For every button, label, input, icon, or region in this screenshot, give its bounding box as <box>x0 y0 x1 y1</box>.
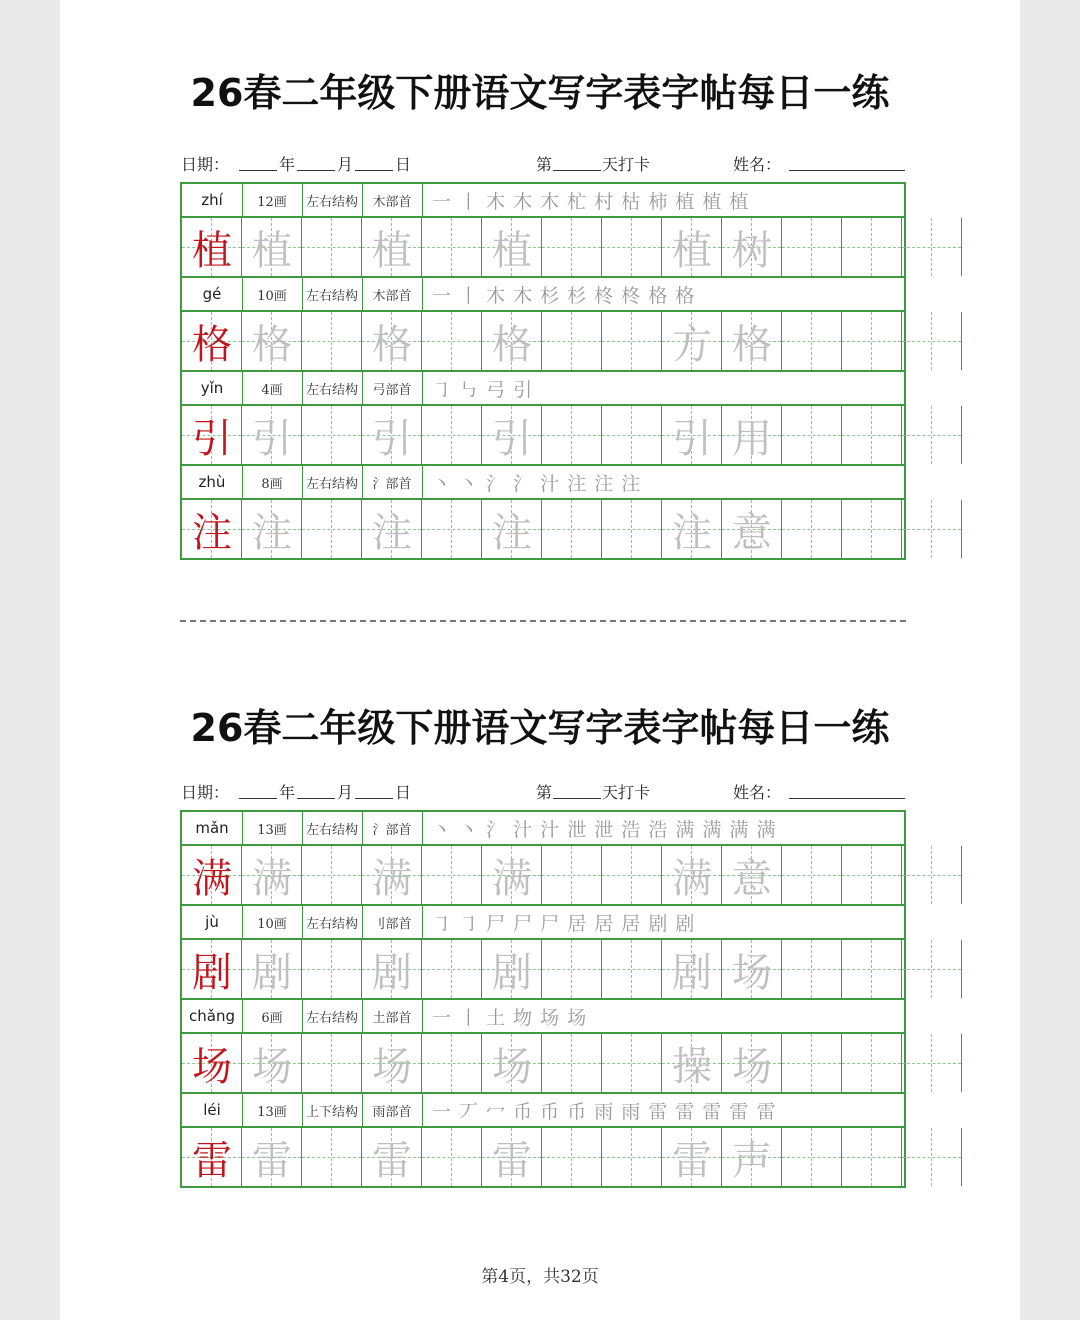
grid-bottom-border <box>180 558 906 560</box>
practice-cell[interactable] <box>782 1128 842 1186</box>
name-label: 姓名： <box>733 155 782 174</box>
practice-cell[interactable] <box>662 1034 722 1092</box>
day-label: 日 <box>395 155 412 174</box>
trace-character: 满 <box>672 855 712 902</box>
trace-character <box>422 940 482 998</box>
character-practice-row <box>180 498 906 558</box>
fill-in-blank[interactable] <box>297 170 335 171</box>
practice-cell[interactable] <box>362 406 422 464</box>
trace-character: 格 <box>372 321 412 368</box>
practice-cell[interactable] <box>842 940 902 998</box>
model-character-cell <box>182 940 242 998</box>
practice-cell[interactable] <box>542 1034 602 1092</box>
practice-cell[interactable] <box>482 846 542 904</box>
trace-character: 雷 <box>372 1137 412 1184</box>
trace-character: 满 <box>252 855 292 902</box>
trace-character <box>782 1034 842 1092</box>
stroke-order: 一 丆 冖 币 币 币 雨 雨 雷 雷 雷 雷 雷 <box>432 1100 777 1123</box>
trace-character <box>602 500 662 558</box>
radical-label: 土部首 <box>362 1000 423 1032</box>
trace-character: 引 <box>672 415 712 462</box>
trace-character <box>302 940 362 998</box>
practice-cell[interactable] <box>362 1128 422 1186</box>
stroke-count: 8画 <box>242 466 303 498</box>
model-character-cell <box>182 312 242 370</box>
day-label: 日 <box>395 783 412 802</box>
date-label: 日期： <box>181 155 230 174</box>
worksheet-title: 26春二年级下册语文写字表字帖每日一练 <box>190 71 890 115</box>
trace-character <box>302 218 362 276</box>
practice-cell[interactable] <box>902 218 962 276</box>
trace-character: 雷 <box>492 1137 532 1184</box>
trace-character <box>542 500 602 558</box>
practice-cell[interactable] <box>242 218 302 276</box>
trace-character: 剧 <box>252 949 292 996</box>
structure-label: 左右结构 <box>302 278 363 310</box>
practice-cell[interactable] <box>602 312 662 370</box>
trace-character <box>542 1128 602 1186</box>
trace-character <box>902 846 962 904</box>
practice-cell[interactable] <box>662 406 722 464</box>
trace-character: 意 <box>732 509 772 556</box>
model-character-cell <box>182 1034 242 1092</box>
practice-cell[interactable] <box>542 406 602 464</box>
trace-character <box>842 1034 902 1092</box>
practice-cell[interactable] <box>302 1034 362 1092</box>
trace-character: 格 <box>252 321 292 368</box>
trace-character <box>782 846 842 904</box>
stroke-count: 6画 <box>242 1000 303 1032</box>
month-label: 月 <box>337 155 354 174</box>
practice-cell[interactable] <box>422 218 482 276</box>
trace-character: 格 <box>732 321 772 368</box>
fill-in-blank[interactable] <box>553 170 601 171</box>
fill-in-blank[interactable] <box>789 170 905 171</box>
practice-cell[interactable] <box>902 846 962 904</box>
stroke-count: 10画 <box>242 906 303 938</box>
character-info-row <box>180 998 906 1032</box>
practice-cell[interactable] <box>422 1034 482 1092</box>
practice-cell[interactable] <box>602 1034 662 1092</box>
model-character-cell <box>182 406 242 464</box>
stroke-order: ㇆ ㇉ 弓 引 <box>432 378 534 401</box>
practice-cell[interactable] <box>362 218 422 276</box>
practice-cell[interactable] <box>902 312 962 370</box>
trace-character: 用 <box>732 415 772 462</box>
practice-cell[interactable] <box>602 406 662 464</box>
structure-label: 左右结构 <box>302 812 363 844</box>
trace-character: 引 <box>252 415 292 462</box>
worksheet-title: 26春二年级下册语文写字表字帖每日一练 <box>190 706 890 750</box>
practice-cell[interactable] <box>482 1034 542 1092</box>
practice-cell[interactable] <box>242 1034 302 1092</box>
trace-character <box>422 846 482 904</box>
character-practice-row <box>180 310 906 370</box>
radical-label: 木部首 <box>362 184 423 216</box>
checkin-suffix: 天打卡 <box>602 155 651 174</box>
practice-cell[interactable] <box>722 1128 782 1186</box>
practice-cell[interactable] <box>662 846 722 904</box>
practice-cell[interactable] <box>782 1034 842 1092</box>
stroke-count: 4画 <box>242 372 303 404</box>
trace-character: 树 <box>732 227 772 274</box>
practice-cell[interactable] <box>842 1128 902 1186</box>
character-info-row <box>180 370 906 404</box>
stroke-order: 丶 丶 氵 汁 汁 泄 泄 浩 浩 满 满 满 满 <box>432 818 777 841</box>
trace-character <box>422 1128 482 1186</box>
practice-cell[interactable] <box>842 312 902 370</box>
trace-character <box>902 500 962 558</box>
practice-cell[interactable] <box>902 940 962 998</box>
practice-cell[interactable] <box>302 312 362 370</box>
practice-cell[interactable] <box>722 218 782 276</box>
practice-cell[interactable] <box>782 500 842 558</box>
practice-cell[interactable] <box>902 500 962 558</box>
character-practice-row <box>180 1032 906 1092</box>
pinyin: léi <box>182 1094 243 1126</box>
practice-cell[interactable] <box>242 846 302 904</box>
character-practice-row <box>180 216 906 276</box>
practice-cell[interactable] <box>662 1128 722 1186</box>
trace-character: 雷 <box>672 1137 712 1184</box>
year-label: 年 <box>279 155 296 174</box>
trace-character: 场 <box>732 949 772 996</box>
trace-character: 剧 <box>372 949 412 996</box>
trace-character <box>782 406 842 464</box>
practice-cell[interactable] <box>242 406 302 464</box>
trace-character <box>302 500 362 558</box>
stroke-order: 一 丨 木 木 杉 杉 柊 柊 格 格 <box>432 284 696 307</box>
checkin-suffix: 天打卡 <box>602 783 651 802</box>
trace-character <box>542 846 602 904</box>
trace-character <box>842 500 902 558</box>
practice-cell[interactable] <box>362 846 422 904</box>
info-line <box>181 780 906 802</box>
trace-character <box>902 1128 962 1186</box>
stroke-order: 一 丨 木 木 木 杧 村 枯 柿 植 植 植 <box>432 190 750 213</box>
trace-character: 格 <box>492 321 532 368</box>
trace-character <box>902 940 962 998</box>
practice-cell[interactable] <box>842 1034 902 1092</box>
trace-character: 注 <box>492 509 532 556</box>
practice-cell[interactable] <box>542 940 602 998</box>
trace-character: 场 <box>372 1043 412 1090</box>
checkin-prefix: 第 <box>536 783 553 802</box>
practice-cell[interactable] <box>722 1034 782 1092</box>
month-label: 月 <box>337 783 354 802</box>
fill-in-blank[interactable] <box>355 798 393 799</box>
trace-character: 引 <box>492 415 532 462</box>
trace-character <box>602 218 662 276</box>
stroke-order: 丶 丶 氵 氵 汁 注 注 注 <box>432 472 642 495</box>
date-label: 日期： <box>181 783 230 802</box>
practice-cell[interactable] <box>602 940 662 998</box>
trace-character <box>422 312 482 370</box>
practice-cell[interactable] <box>422 406 482 464</box>
trace-character <box>422 406 482 464</box>
grid-bottom-border <box>180 1186 906 1188</box>
practice-cell[interactable] <box>722 500 782 558</box>
trace-character: 操 <box>672 1043 712 1090</box>
character-info-row <box>180 464 906 498</box>
character-info-row <box>180 904 906 938</box>
model-character: 引 <box>192 415 232 462</box>
trace-character <box>302 312 362 370</box>
radical-label: 弓部首 <box>362 372 423 404</box>
practice-cell[interactable] <box>422 1128 482 1186</box>
practice-cell[interactable] <box>422 846 482 904</box>
character-info-row <box>180 182 906 216</box>
practice-cell[interactable] <box>842 406 902 464</box>
model-character: 格 <box>192 321 232 368</box>
practice-cell[interactable] <box>722 846 782 904</box>
pinyin: yǐn <box>182 372 243 404</box>
character-practice-row <box>180 1126 906 1186</box>
practice-cell[interactable] <box>722 312 782 370</box>
model-character: 注 <box>192 509 232 556</box>
practice-cell[interactable] <box>242 500 302 558</box>
fill-in-blank[interactable] <box>355 170 393 171</box>
practice-cell[interactable] <box>782 846 842 904</box>
trace-character: 满 <box>492 855 532 902</box>
trace-character <box>842 940 902 998</box>
practice-cell[interactable] <box>362 312 422 370</box>
trace-character <box>542 406 602 464</box>
trace-character <box>542 312 602 370</box>
practice-cell[interactable] <box>302 406 362 464</box>
practice-cell[interactable] <box>542 500 602 558</box>
model-character: 满 <box>192 855 232 902</box>
trace-character: 植 <box>372 227 412 274</box>
practice-cell[interactable] <box>902 1128 962 1186</box>
structure-label: 左右结构 <box>302 1000 363 1032</box>
pinyin: chǎng <box>182 1000 243 1032</box>
trace-character: 意 <box>732 855 772 902</box>
trace-character: 引 <box>372 415 412 462</box>
practice-cell[interactable] <box>542 312 602 370</box>
practice-cell[interactable] <box>242 312 302 370</box>
practice-cell[interactable] <box>482 406 542 464</box>
fill-in-blank[interactable] <box>239 170 277 171</box>
stroke-count: 13画 <box>242 1094 303 1126</box>
pinyin: zhù <box>182 466 243 498</box>
trace-character <box>902 1034 962 1092</box>
trace-character <box>782 940 842 998</box>
practice-cell[interactable] <box>662 940 722 998</box>
practice-cell[interactable] <box>422 940 482 998</box>
practice-cell[interactable] <box>602 500 662 558</box>
trace-character <box>602 1128 662 1186</box>
trace-character <box>422 500 482 558</box>
radical-label: 刂部首 <box>362 906 423 938</box>
practice-cell[interactable] <box>362 940 422 998</box>
structure-label: 左右结构 <box>302 906 363 938</box>
trace-character: 植 <box>492 227 532 274</box>
trace-character <box>542 940 602 998</box>
practice-cell[interactable] <box>542 846 602 904</box>
radical-label: 氵部首 <box>362 812 423 844</box>
practice-cell[interactable] <box>302 218 362 276</box>
character-info-row <box>180 276 906 310</box>
practice-cell[interactable] <box>482 500 542 558</box>
trace-character <box>602 1034 662 1092</box>
practice-cell[interactable] <box>482 218 542 276</box>
trace-character <box>782 1128 842 1186</box>
practice-cell[interactable] <box>302 940 362 998</box>
stroke-order: 一 丨 土 圽 场 场 <box>432 1006 588 1029</box>
character-practice-row <box>180 404 906 464</box>
practice-cell[interactable] <box>782 406 842 464</box>
fill-in-blank[interactable] <box>553 798 601 799</box>
character-practice-row <box>180 844 906 904</box>
structure-label: 上下结构 <box>302 1094 363 1126</box>
practice-cell[interactable] <box>782 940 842 998</box>
structure-label: 左右结构 <box>302 372 363 404</box>
practice-cell[interactable] <box>662 218 722 276</box>
model-character-cell <box>182 846 242 904</box>
practice-cell[interactable] <box>842 500 902 558</box>
trace-character <box>302 1128 362 1186</box>
section-separator <box>180 620 906 622</box>
character-info-row <box>180 810 906 844</box>
model-character-cell <box>182 500 242 558</box>
model-character: 雷 <box>192 1137 232 1184</box>
page-number: 第4页，共32页 <box>481 1267 599 1287</box>
practice-cell[interactable] <box>362 500 422 558</box>
practice-cell[interactable] <box>902 406 962 464</box>
trace-character: 场 <box>492 1043 532 1090</box>
year-label: 年 <box>279 783 296 802</box>
pinyin: mǎn <box>182 812 243 844</box>
trace-character <box>902 406 962 464</box>
trace-character: 满 <box>372 855 412 902</box>
trace-character <box>842 218 902 276</box>
practice-cell[interactable] <box>782 312 842 370</box>
trace-character <box>302 406 362 464</box>
trace-character: 注 <box>252 509 292 556</box>
practice-cell[interactable] <box>842 218 902 276</box>
practice-cell[interactable] <box>302 846 362 904</box>
stroke-order: ㇆ ㇆ 尸 尸 尸 居 居 居 剧 剧 <box>432 912 696 935</box>
trace-character <box>602 846 662 904</box>
trace-character: 声 <box>732 1137 772 1184</box>
trace-character <box>542 1034 602 1092</box>
practice-cell[interactable] <box>422 500 482 558</box>
trace-character <box>602 940 662 998</box>
trace-character <box>842 312 902 370</box>
practice-cell[interactable] <box>302 500 362 558</box>
practice-cell[interactable] <box>602 1128 662 1186</box>
checkin-prefix: 第 <box>536 155 553 174</box>
trace-character: 注 <box>372 509 412 556</box>
practice-cell[interactable] <box>842 846 902 904</box>
fill-in-blank[interactable] <box>297 798 335 799</box>
radical-label: 木部首 <box>362 278 423 310</box>
model-character: 植 <box>192 227 232 274</box>
radical-label: 雨部首 <box>362 1094 423 1126</box>
trace-character: 注 <box>672 509 712 556</box>
trace-character: 场 <box>252 1043 292 1090</box>
pinyin: gé <box>182 278 243 310</box>
model-character: 剧 <box>192 949 232 996</box>
practice-cell[interactable] <box>722 406 782 464</box>
trace-character <box>602 406 662 464</box>
practice-cell[interactable] <box>662 312 722 370</box>
practice-cell[interactable] <box>422 312 482 370</box>
model-character-cell <box>182 1128 242 1186</box>
practice-cell[interactable] <box>542 1128 602 1186</box>
radical-label: 氵部首 <box>362 466 423 498</box>
practice-cell[interactable] <box>782 218 842 276</box>
practice-cell[interactable] <box>242 940 302 998</box>
pinyin: zhí <box>182 184 243 216</box>
practice-cell[interactable] <box>542 218 602 276</box>
practice-cell[interactable] <box>302 1128 362 1186</box>
trace-character: 植 <box>252 227 292 274</box>
practice-cell[interactable] <box>902 1034 962 1092</box>
trace-character <box>902 312 962 370</box>
structure-label: 左右结构 <box>302 184 363 216</box>
trace-character <box>782 312 842 370</box>
model-character: 场 <box>192 1043 232 1090</box>
pinyin: jù <box>182 906 243 938</box>
practice-cell[interactable] <box>482 1128 542 1186</box>
trace-character <box>842 1128 902 1186</box>
practice-cell[interactable] <box>722 940 782 998</box>
trace-character <box>842 846 902 904</box>
trace-character <box>302 1034 362 1092</box>
practice-cell[interactable] <box>602 218 662 276</box>
trace-character <box>902 218 962 276</box>
name-label: 姓名： <box>733 783 782 802</box>
practice-cell[interactable] <box>662 500 722 558</box>
info-line <box>181 152 906 174</box>
practice-cell[interactable] <box>482 940 542 998</box>
trace-character: 雷 <box>252 1137 292 1184</box>
trace-character: 剧 <box>492 949 532 996</box>
structure-label: 左右结构 <box>302 466 363 498</box>
practice-cell[interactable] <box>242 1128 302 1186</box>
trace-character <box>422 218 482 276</box>
trace-character: 方 <box>672 321 712 368</box>
trace-character: 场 <box>732 1043 772 1090</box>
trace-character <box>602 312 662 370</box>
character-practice-row <box>180 938 906 998</box>
trace-character <box>782 500 842 558</box>
trace-character: 剧 <box>672 949 712 996</box>
practice-cell[interactable] <box>482 312 542 370</box>
stroke-count: 10画 <box>242 278 303 310</box>
stroke-count: 12画 <box>242 184 303 216</box>
trace-character: 植 <box>672 227 712 274</box>
model-character-cell <box>182 218 242 276</box>
character-info-row <box>180 1092 906 1126</box>
fill-in-blank[interactable] <box>789 798 905 799</box>
stroke-count: 13画 <box>242 812 303 844</box>
practice-cell[interactable] <box>362 1034 422 1092</box>
practice-cell[interactable] <box>602 846 662 904</box>
trace-character <box>302 846 362 904</box>
trace-character <box>842 406 902 464</box>
trace-character <box>422 1034 482 1092</box>
trace-character <box>782 218 842 276</box>
fill-in-blank[interactable] <box>239 798 277 799</box>
trace-character <box>542 218 602 276</box>
